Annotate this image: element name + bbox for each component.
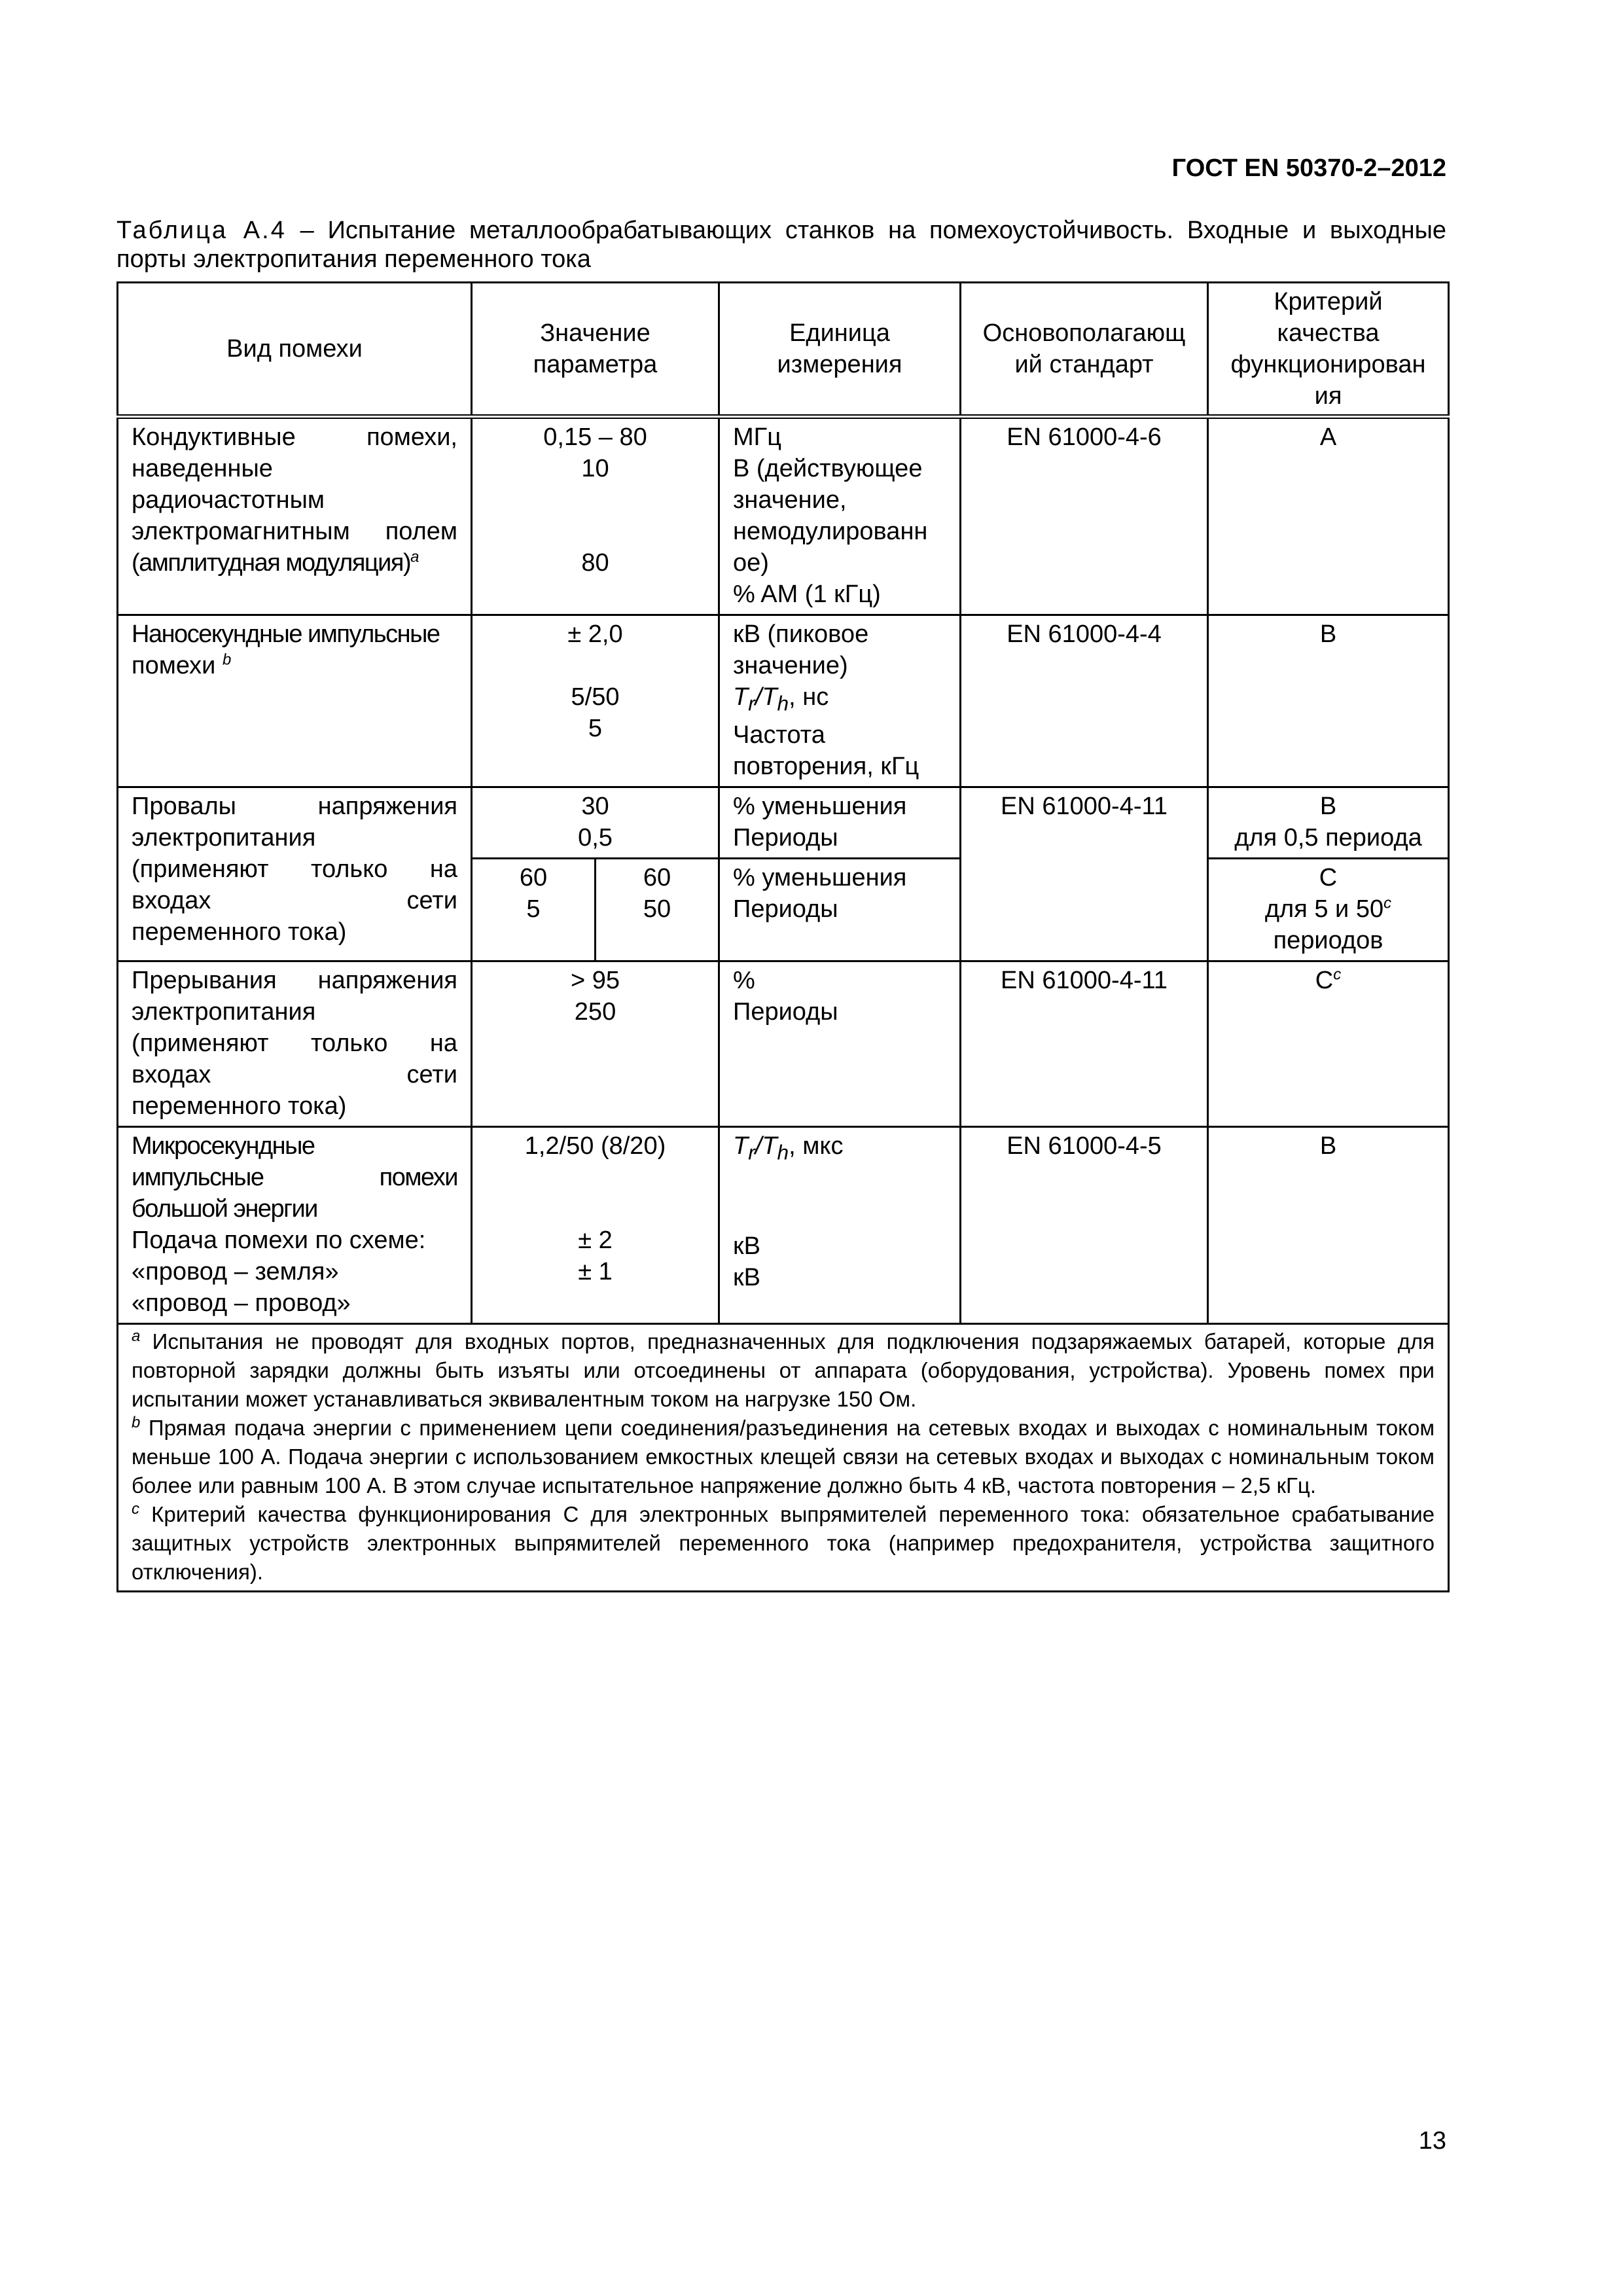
table-row [118,787,1449,858]
cell-basic-standard: EN 61000-4-6 [961,417,1208,615]
table-row [118,1126,1449,1323]
cell-disturbance-type: Наносекундные импульсные помехи $^b$ [118,615,472,787]
immunity-test-table [116,281,1450,1592]
document-number: ГОСТ EN 50370-2–2012 [1171,154,1446,182]
table-row [118,961,1449,1126]
table-caption-label: Таблица А.4 [116,217,287,244]
cell-criterion: В [1208,615,1449,787]
cell-criterion: А [1208,417,1449,615]
cell-criterion: В для 0,5 периода [1208,787,1449,858]
table-row [118,615,1449,787]
cell-parameter-value: > 95 250 [472,961,719,1126]
footnote-b: $^b$ Прямая подача энергии с применением цепи соединения/разъединения на сетевых входах и выходах с номинальным током меньше 100 А. Подача энергии с использованием емкостных клещей связи на сетевых входах и выходах с номинальным током более или равным 100 А. В этом случае испытательное напряжение должно быть 4 кВ, частота повторения – 2,5 кГц. [132,1413,1435,1498]
footnote-c: $^c$ Критерий качества функционирования С для электронных выпрямителей переменного тока: обязательное срабатывание защитных устройств электронных выпрямителей переменного тока (например предохранителя, устройства защитного отключения). [132,1499,1435,1584]
header-unit: Единица измерения [719,283,961,417]
table-header-row [118,283,1449,417]
cell-unit: % Периоды [719,961,961,1126]
header-parameter-value: Значение параметра [472,283,719,417]
cell-parameter-value: 0,15 – 80 10 80 [472,417,719,615]
table-notes-row [118,1323,1449,1591]
table-caption-text: – Испытание металлообрабатывающих станков на помехоустойчивость. Входные и выходные порты электропитания переменного тока [116,217,1447,273]
table-footnotes [118,1323,1449,1591]
cell-disturbance-type: Провалы напряжения электропитания (применяют только на входах сети переменного тока) [118,787,472,961]
cell-parameter-value: 60 5 [472,858,596,961]
cell-disturbance-type: Прерывания напряжения электропитания (применяют только на входах сети переменного тока) [118,961,472,1126]
cell-parameter-value: 30 0,5 [472,787,719,858]
header-basic-standard: Основополагающ ий стандарт [961,283,1208,417]
header-performance-criterion: Критерий качества функционирован ия [1208,283,1449,417]
header-disturbance-type: Вид помехи [118,283,472,417]
cell-criterion: $С^c$ [1208,961,1449,1126]
cell-basic-standard: EN 61000-4-4 [961,615,1208,787]
table-row [118,417,1449,615]
footnote-mark: b [222,651,232,669]
cell-parameter-value: 60 50 [596,858,719,961]
table-caption [116,216,1446,274]
cell-disturbance-type: Кондуктивные помехи, наведенные радиочастотным электромагнитным полем (амплитудная модуляция)$^a$ [118,417,472,615]
cell-basic-standard: EN 61000-4-5 [961,1126,1208,1323]
cell-criterion: В [1208,1126,1449,1323]
cell-parameter-value: ± 2,0 5/50 5 [472,615,719,787]
footnote-mark: c [1383,893,1392,912]
footnote-mark: a [410,548,418,566]
cell-unit: % уменьшения Периоды [719,787,961,858]
cell-parameter-value: 1,2/50 (8/20) ± 2 ± 1 [472,1126,719,1323]
cell-basic-standard: EN 61000-4-11 [961,961,1208,1126]
cell-disturbance-type: Микросекундные импульсные помехи большой энергии Подача помехи по схеме: «провод – земля» «провод – провод» [118,1126,472,1323]
footnote-mark: c [1333,965,1342,983]
cell-criterion: С для 5 и 50$^c$ периодов [1208,858,1449,961]
cell-unit: $T_r/T_h$, мкс кВ кВ [719,1126,961,1323]
cell-basic-standard: EN 61000-4-11 [961,787,1208,961]
cell-unit: кВ (пиковое значение) $T_r/T_h$, нс Частота повторения, кГц [719,615,961,787]
page-number: 13 [1418,2127,1446,2155]
cell-unit: % уменьшения Периоды [719,858,961,961]
cell-unit: МГц В (действующее значение, немодулированн ое) % AM (1 кГц) [719,417,961,615]
footnote-a: $^a$ Испытания не проводят для входных портов, предназначенных для подключения подзаряжаемых батарей, которые для повторной зарядки должны быть изъяты или отсоединены от аппарата (оборудования, устройства). Уровень помех при испытании может устанавливаться эквивалентным током на нагрузке 150 Ом. [132,1327,1435,1411]
